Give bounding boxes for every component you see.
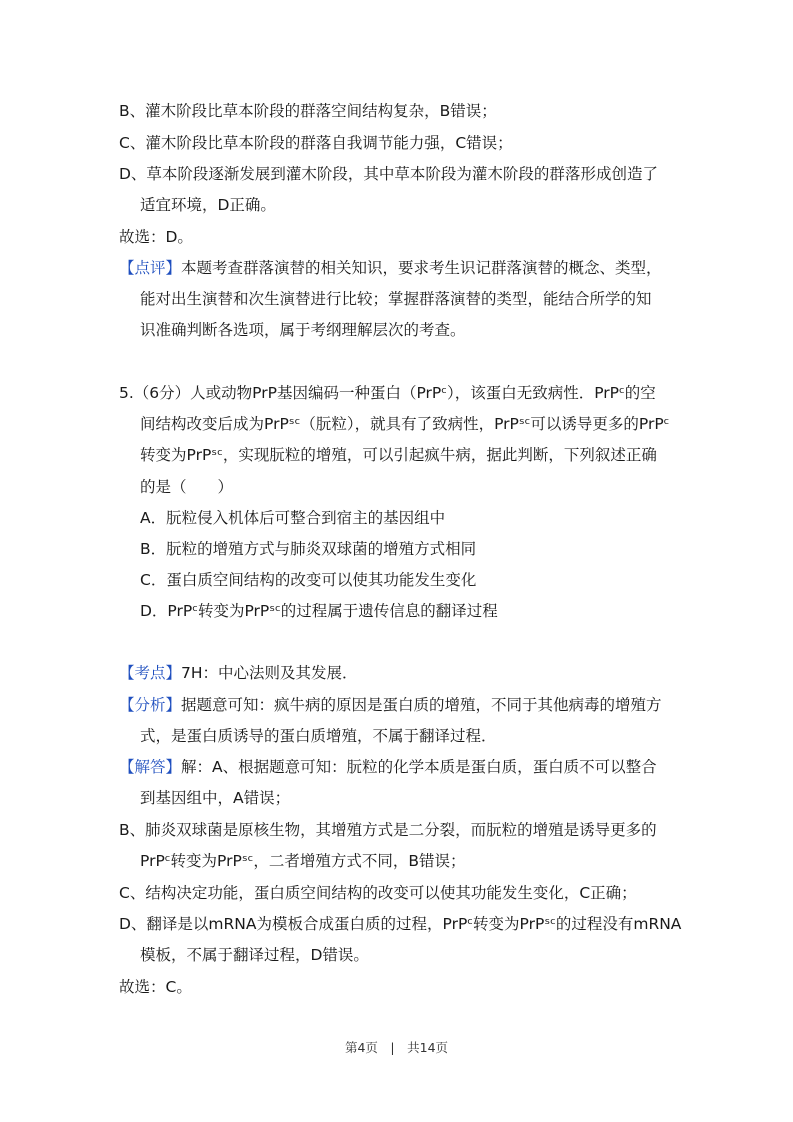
question-line1: 5.（6分）人或动物PrP基因编码一种蛋白（PrPᶜ），该蛋白无致病性．PrPᶜ的空 [119,384,656,402]
analysis-tag: 【分析】 [119,696,182,714]
analysis-text1: 据题意可知：疯牛病的原因是蛋白质的增殖，不同于其他病毒的增殖方 [181,696,662,714]
solution-line1 [119,757,657,777]
solution-d-line1: D、翻译是以mRNA为模板合成蛋白质的过程，PrPᶜ转变为PrPˢᶜ的过程没有mRNA [119,915,682,933]
answer-line: 故选：D。 [119,228,193,246]
option-b: B．朊粒的增殖方式与肺炎双球菌的增殖方式相同 [140,540,477,558]
solution-b-line2: PrPᶜ转变为PrPˢᶜ，二者增殖方式不同，B错误； [140,852,466,870]
question-line4: 的是（ ） [140,478,234,496]
question-line3: 转变为PrPˢᶜ，实现朊粒的增殖，可以引起疯牛病，据此判断，下列叙述正确 [140,446,657,464]
option-c-explanation: C、灌木阶段比草本阶段的群落自我调节能力强，C错误； [119,134,513,152]
review-line1 [119,258,662,278]
option-c: C．蛋白质空间结构的改变可以使其功能发生变化 [140,571,477,589]
solution-line2: 到基因组中，A错误； [140,789,291,807]
review-tag: 【点评】 [119,259,182,277]
point-text: 7H：中心法则及其发展． [181,664,358,682]
page-footer: 第4页 | 共14页 [344,1040,449,1055]
review-line3: 识准确判断各选项，属于考纲理解层次的考查。 [140,321,466,339]
review-line2: 能对出生演替和次生演替进行比较；掌握群落演替的类型，能结合所学的知 [140,290,652,308]
point-tag: 【考点】 [119,664,182,682]
final-answer: 故选：C。 [119,978,192,996]
solution-b-line1: B、肺炎双球菌是原核生物，其增殖方式是二分裂，而朊粒的增殖是诱导更多的 [119,821,657,839]
solution-d-line2: 模板，不属于翻译过程，D错误。 [140,946,369,964]
question-line2: 间结构改变后成为PrPˢᶜ（朊粒），就具有了致病性，PrPˢᶜ可以诱导更多的PrPᶜ [140,415,670,433]
review-text1: 本题考查群落演替的相关知识，要求考生识记群落演替的概念、类型， [181,259,662,277]
option-d-explanation-line2: 适宜环境，D正确。 [140,196,276,214]
point-line [119,663,358,683]
option-d-explanation-line1: D、草本阶段逐渐发展到灌木阶段，其中草本阶段为灌木阶段的群落形成创造了 [119,165,658,183]
analysis-line2: 式，是蛋白质诱导的蛋白质增殖，不属于翻译过程． [140,727,497,745]
option-a: A．朊粒侵入机体后可整合到宿主的基因组中 [140,509,446,527]
solution-tag: 【解答】 [119,758,182,776]
option-d: D．PrPᶜ转变为PrPˢᶜ的过程属于遗传信息的翻译过程 [140,602,498,620]
option-b-explanation: B、灌木阶段比草本阶段的群落空间结构复杂，B错误； [119,102,497,120]
solution-text1: 解：A、根据题意可知：朊粒的化学本质是蛋白质，蛋白质不可以整合 [181,758,657,776]
solution-c: C、结构决定功能，蛋白质空间结构的改变可以使其功能发生变化，C正确； [119,884,637,902]
analysis-line1 [119,695,662,715]
